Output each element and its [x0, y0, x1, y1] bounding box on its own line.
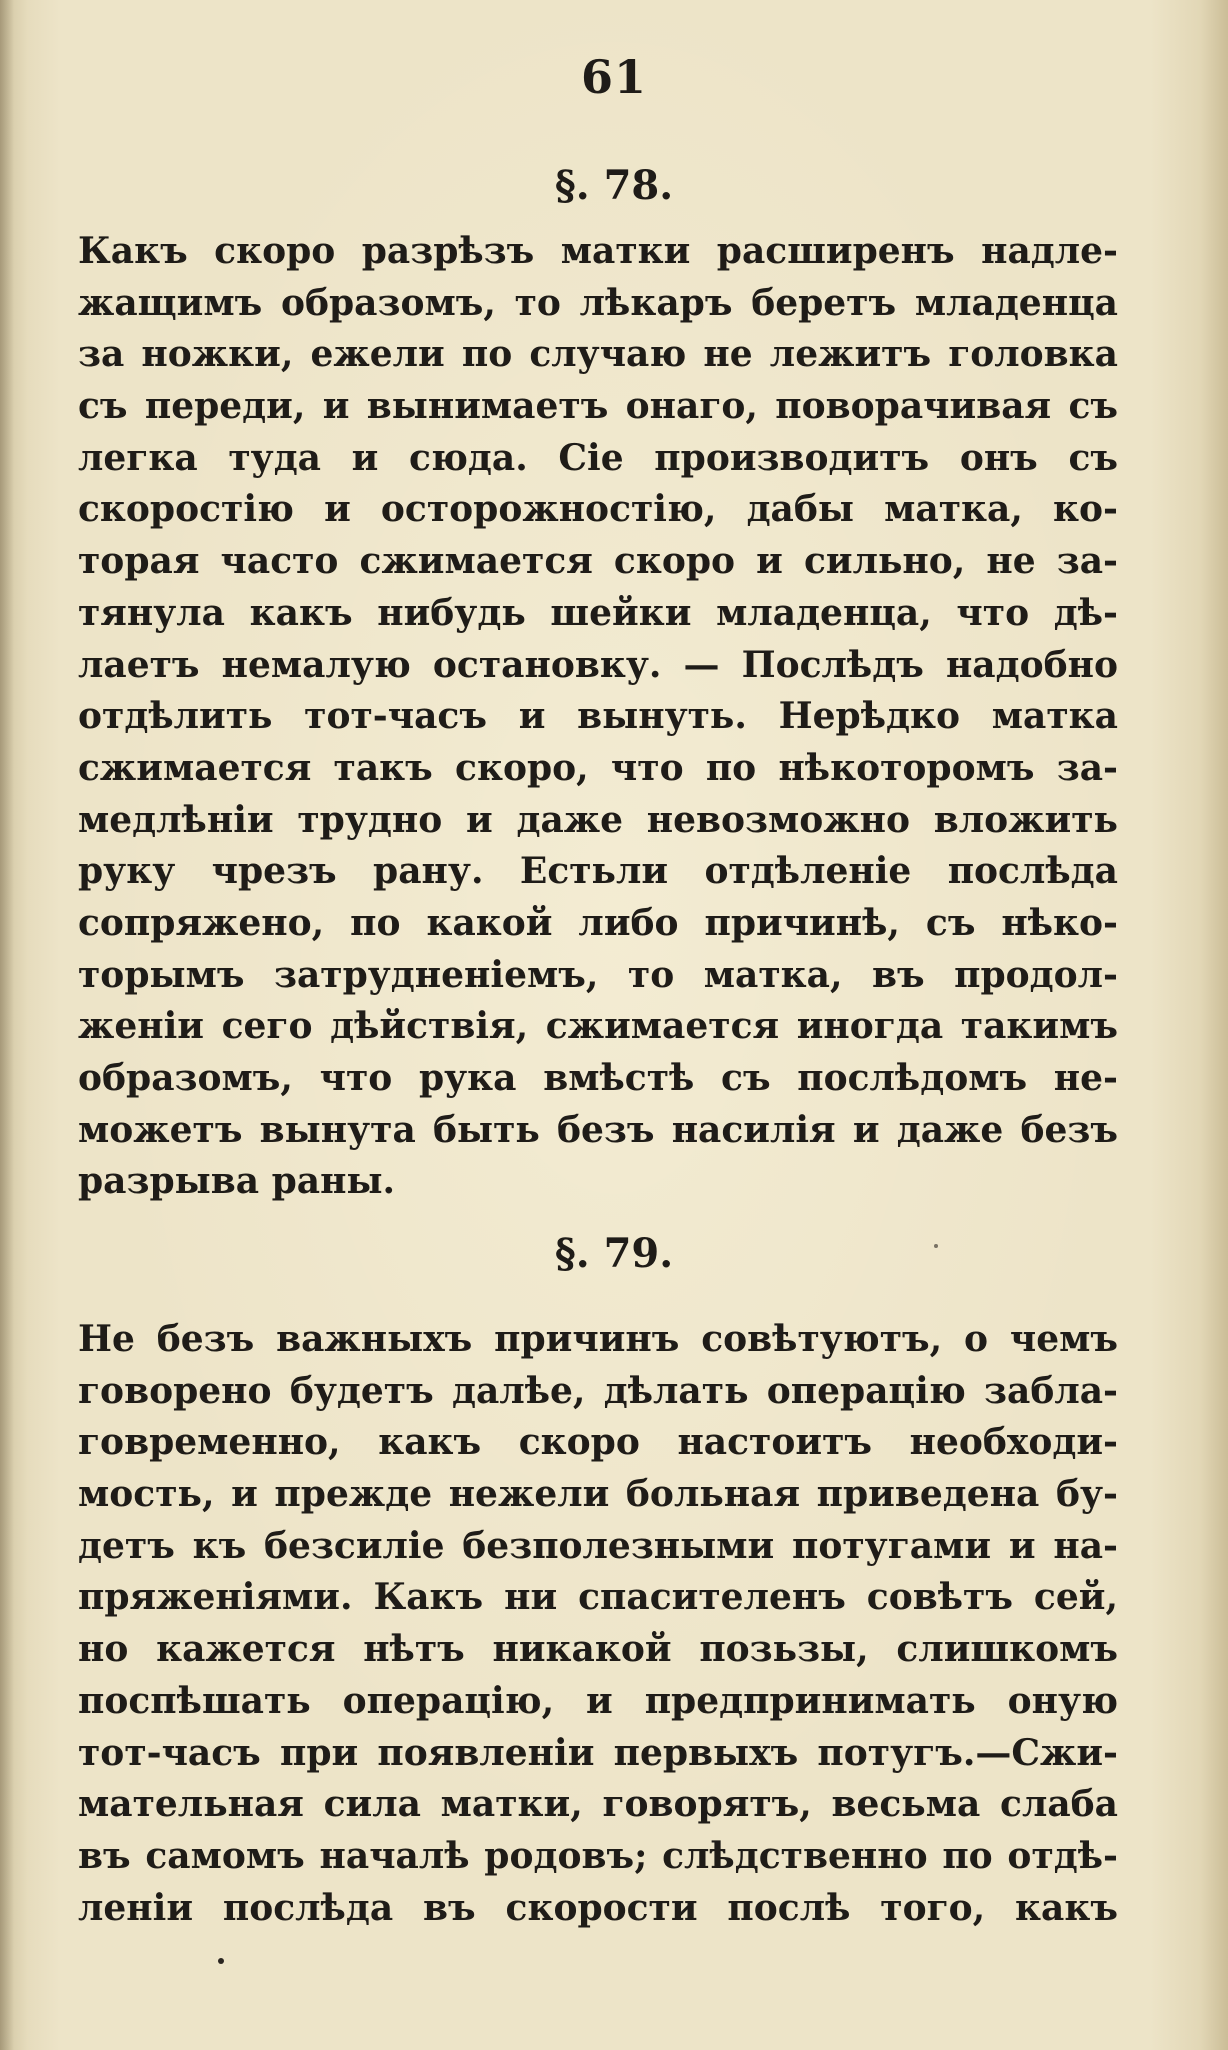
text-line: поспѣшать операцію, и предпринимать оную	[78, 1679, 1118, 1722]
text-line: скоростію и осторожностію, дабы матка, ко-	[78, 488, 1118, 531]
text-line: но кажется нѣтъ никакой позьзы, слишкомъ	[78, 1628, 1118, 1671]
text-line: мательная сила матки, говорятъ, весьма слаба	[78, 1783, 1118, 1826]
text-line: легка туда и сюда. Сіе производитъ онъ съ	[78, 436, 1118, 479]
text-line: женіи сего дѣйствія, сжимается иногда такимъ	[78, 1005, 1118, 1048]
text-line: сопряжено, по какой либо причинѣ, съ нѣко-	[78, 901, 1118, 944]
section-heading-79: §. 79.	[554, 1230, 674, 1277]
section-heading-78: §. 78.	[554, 162, 674, 209]
text-line: леніи послѣда въ скорости послѣ того, какъ	[78, 1886, 1118, 1929]
text-line: въ самомъ началѣ родовъ; слѣдственно по отдѣ-	[78, 1834, 1118, 1877]
text-line: Не безъ важныхъ причинъ совѣтуютъ, о чемъ	[78, 1318, 1118, 1360]
text-line: жащимъ образомъ, то лѣкаръ беретъ младенца	[78, 281, 1118, 324]
text-line: руку чрезъ рану. Естьли отдѣленіе послѣда	[78, 850, 1118, 893]
text-line: говорено будетъ далѣе, дѣлать операцію забла-	[78, 1369, 1118, 1412]
text-line: образомъ, что рука вмѣстѣ съ послѣдомъ не-	[78, 1057, 1118, 1099]
text-line: медлѣніи трудно и даже невозможно вложить	[78, 798, 1118, 841]
text-line: торымъ затрудненіемъ, то матка, въ продол-	[78, 953, 1118, 996]
section-78-body	[78, 226, 1118, 1208]
text-line: детъ къ безсиліе безполезными потугами и на-	[78, 1524, 1118, 1567]
text-line: говременно, какъ скоро настоитъ необходи-	[78, 1421, 1118, 1464]
text-line: тянула какъ нибудь шейки младенца, что дѣ-	[78, 591, 1118, 634]
text-line: Какъ скоро разрѣзъ матки расширенъ надле-	[78, 230, 1118, 272]
spine-shadow	[0, 0, 14, 2050]
text-line: торая часто сжимается скоро и сильно, не за-	[78, 540, 1118, 583]
text-line: съ переди, и вынимаетъ онаго, поворачивая съ	[78, 385, 1118, 428]
text-line: мость, и прежде нежели больная приведена бу-	[78, 1473, 1118, 1516]
section-79-body	[78, 1314, 1118, 1934]
text-line: лаетъ немалую остановку. — Послѣдъ надобно	[78, 643, 1118, 686]
text-line: сжимается такъ скоро, что по нѣкоторомъ за-	[78, 746, 1118, 789]
text-line: за ножки, ежели по случаю не лежитъ головка	[78, 333, 1118, 376]
page-number: 61	[580, 50, 647, 104]
ink-speck	[934, 1244, 938, 1248]
text-line: разрыва раны.	[78, 1160, 396, 1203]
ink-speck	[218, 1958, 224, 1964]
text-line: отдѣлить тот-часъ и вынуть. Нерѣдко матка	[78, 695, 1118, 738]
text-line: можетъ вынута быть безъ насилія и даже безъ	[78, 1108, 1118, 1151]
text-line: тот-часъ при появленіи первыхъ потугъ.—Сжи-	[78, 1731, 1118, 1774]
text-line: пряженіями. Какъ ни спасителенъ совѣтъ сей,	[78, 1576, 1118, 1619]
